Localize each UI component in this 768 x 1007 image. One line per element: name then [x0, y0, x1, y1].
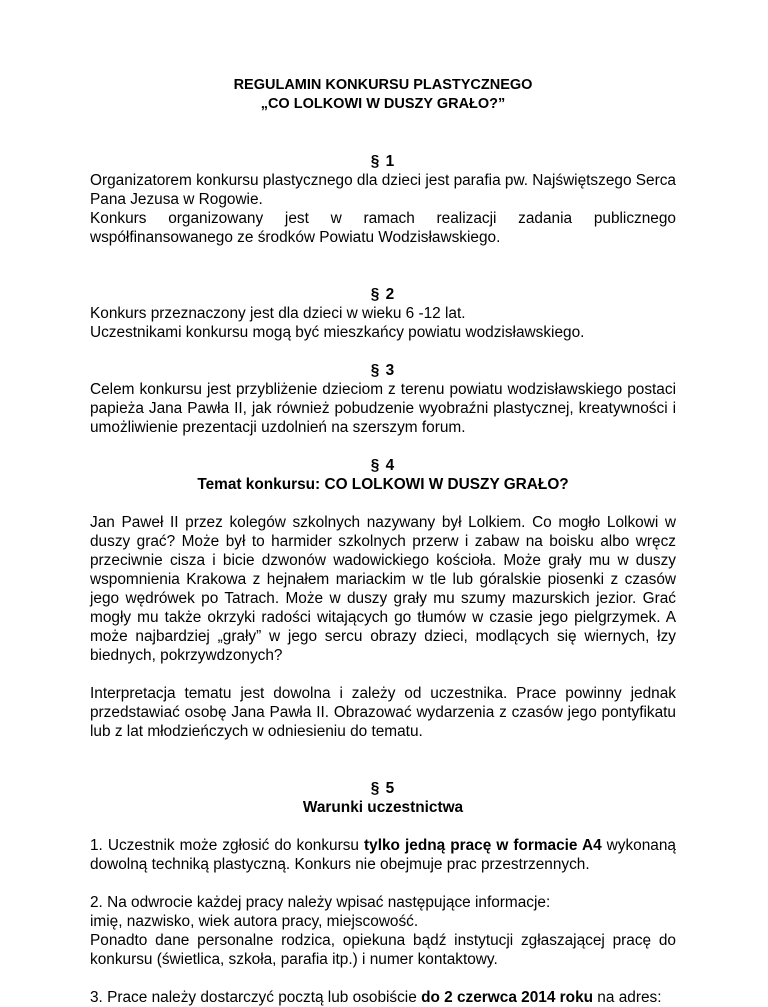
section-5 [90, 779, 676, 1007]
condition-item-2-line-1: 2. Na odwrocie każdej pracy należy wpisać następujące informacje: [90, 894, 551, 911]
document-title [90, 76, 676, 114]
section-2-paragraph-2: Uczestnikami konkursu mogą być mieszkańcy powiatu wodzisławskiego. [90, 324, 585, 341]
section-1-paragraph-1: Organizatorem konkursu plastycznego dla dzieci jest parafia pw. Najświętszego Serca Pana Jezusa w Rogowie. [90, 172, 676, 208]
section-mark-5: § 5 [370, 780, 396, 797]
condition-1-text-pre: 1. Uczestnik może zgłosić do konkursu [90, 837, 365, 854]
section-2 [90, 285, 676, 342]
section-4-paragraph-2: Interpretacja tematu jest dowolna i zależy od uczestnika. Prace powinny jednak przedstawiać osobę Jana Pawła II. Obrazować wydarzenia z czasów jego pontyfikatu lub z lat młodzieńczych w odniesieniu do tematu. [90, 685, 676, 740]
section-1 [90, 152, 676, 247]
section-1-paragraph-2b: współfinansowanego ze środków Powiatu Wodzisławskiego. [90, 229, 501, 246]
section-2-paragraph-1: Konkurs przeznaczony jest dla dzieci w wieku 6 -12 lat. [90, 305, 466, 322]
condition-item-3 [90, 988, 676, 1007]
section-5-heading: Warunki uczestnictwa [302, 799, 464, 816]
condition-1-text-post: wykonaną dowolną techniką plastyczną. Konkurs nie obejmuje prac przestrzennych. [90, 837, 676, 873]
section-mark-4: § 4 [370, 457, 396, 474]
condition-3-text-pre: 3. Prace należy dostarczyć pocztą lub osobiście [90, 989, 422, 1006]
section-4-paragraph-1: Jan Paweł II przez kolegów szkolnych nazywany był Lolkiem. Co mogło Lolkowi w duszy grać? Może był to harmider szkolnych przerw i zabaw na boisku albo wręcz przeciwnie cisza i bicie dzwonów wadowickiego kościoła. Może grały mu w duszy wspomnienia Krakowa z hejnałem mariackim w tle lub góralskie piosenki z czasów jego wędrówek po Tatrach. Może w duszy grały mu szumy mazurskich jezior. Grać mogły mu także okrzyki radości witających go tłumów w czasie jego pielgrzymek. A może najbardziej „grały” w jego sercu obrazy dzieci, modlących się wiernych, łzy biednych, pokrzywdzonych? [90, 514, 676, 664]
title-line-2: „CO LOLKOWI W DUSZY GRAŁO?” [260, 96, 506, 112]
section-mark-3: § 3 [370, 362, 396, 379]
condition-item-2-line-3: Ponadto dane personalne rodzica, opiekuna bądź instytucji zgłaszającej pracę do konkursu (świetlica, szkoła, parafia itp.) i numer kontaktowy. [90, 932, 676, 968]
title-line-1: REGULAMIN KONKURSU PLASTYCZNEGO [233, 77, 533, 93]
section-mark-1: § 1 [370, 153, 396, 170]
condition-3-text-bold: do 2 czerwca 2014 roku [421, 989, 594, 1006]
condition-item-2-line-2: imię, nazwisko, wiek autora pracy, miejscowość. [90, 913, 419, 930]
section-4 [90, 456, 676, 741]
section-3 [90, 361, 676, 437]
section-1-paragraph-2a: Konkurs organizowany jest w ramach realizacji zadania publicznego [90, 210, 676, 227]
condition-1-text-bold: tylko jedną pracę w formacie A4 [364, 837, 602, 854]
condition-3-text-post: na adres: [593, 989, 662, 1006]
section-3-paragraph-1: Celem konkursu jest przybliżenie dzieciom z terenu powiatu wodzisławskiego postaci papieża Jana Pawła II, jak również pobudzenie wyobraźni plastycznej, kreatywności i umożliwienie prezentacji uzdolnień na szerszym forum. [90, 381, 676, 436]
section-mark-2: § 2 [370, 286, 396, 303]
section-4-heading: Temat konkursu: CO LOLKOWI W DUSZY GRAŁO? [197, 476, 569, 493]
condition-item-1 [90, 836, 676, 874]
